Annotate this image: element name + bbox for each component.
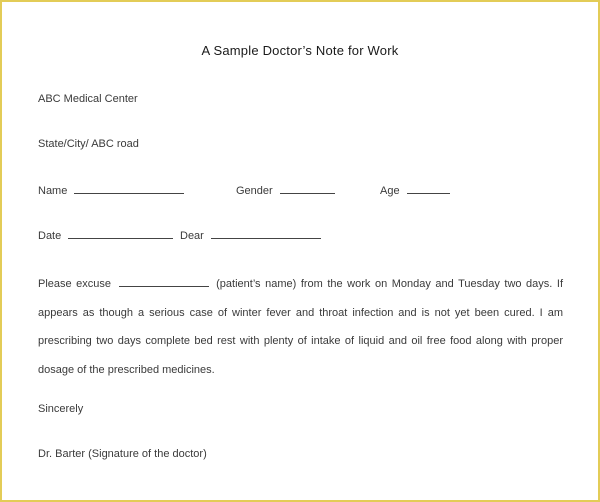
date-blank [68,228,173,239]
name-label: Name [38,185,68,197]
center-name: ABC Medical Center [38,93,138,105]
body-paragraph [38,270,563,384]
age-field [380,183,450,197]
dear-blank [211,228,321,239]
date-label: Date [38,230,62,242]
gender-field [236,183,335,197]
document-title: A Sample Doctor’s Note for Work [201,43,399,58]
closing-text: Sincerely [38,403,84,415]
name-field [38,183,184,197]
date-field [38,228,173,242]
age-label: Age [380,185,400,197]
gender-label: Gender [236,185,273,197]
gender-blank [280,183,335,194]
excuse-text: (patient’s name) from the work on Monday and Tuesday two days. If appears as though a serious case of winter fever and throat infection and is not yet been cured. I am prescribing two days complete bed rest with plenty of intake of liquid and oil free food along with proper dosage of the prescribed medicines. [38,278,564,376]
age-blank [407,183,450,194]
signature-line: Dr. Barter (Signature of the doctor) [38,448,207,460]
dear-label: Dear [180,230,204,242]
excuse-prefix: Please excuse [38,278,112,290]
address-line: State/City/ ABC road [38,138,139,150]
patient-name-blank [119,276,209,287]
name-blank [74,183,184,194]
dear-field [180,228,321,242]
